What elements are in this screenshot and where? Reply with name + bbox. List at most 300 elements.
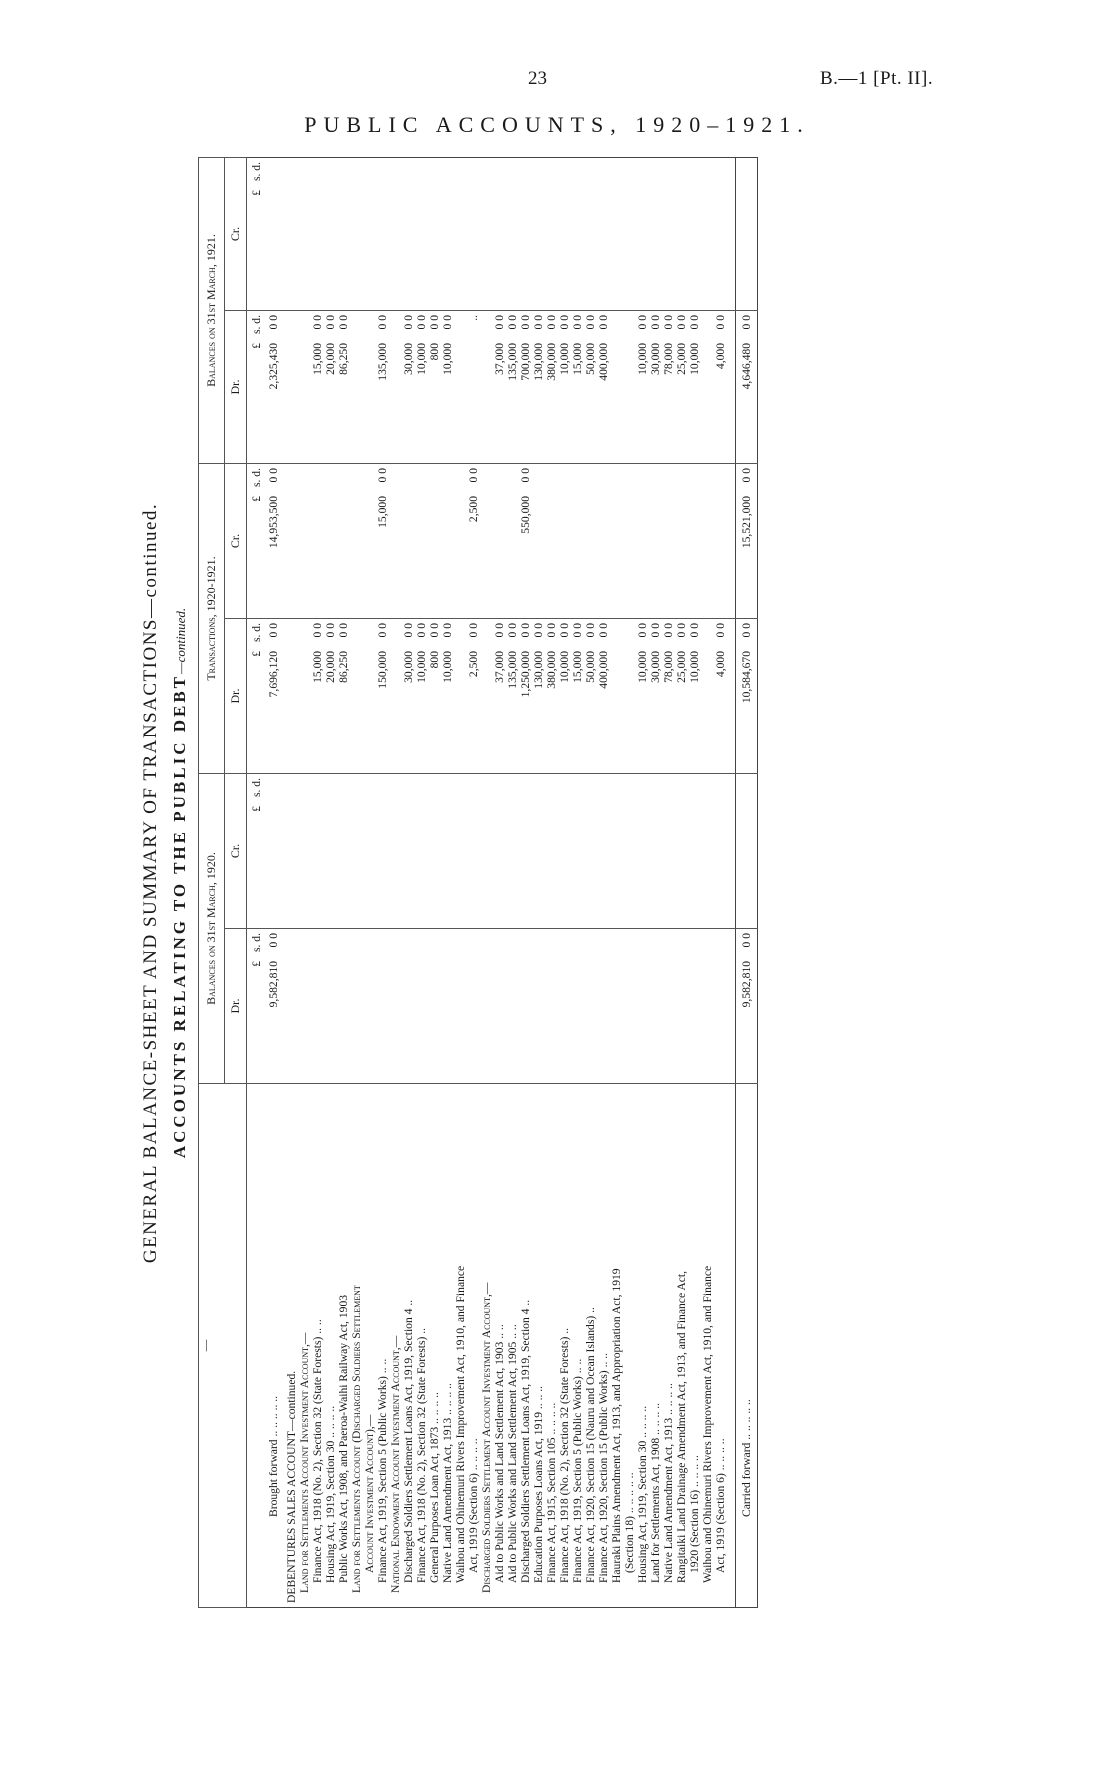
amount-cell <box>415 158 428 311</box>
row-label: Public Works Act, 1908, and Paeroa-Waihi Railway Act, 1903 <box>337 1084 350 1608</box>
amount-cell <box>285 464 298 619</box>
table-row <box>298 158 311 1608</box>
table-row <box>649 158 662 1608</box>
row-label: Waihou and Ohinemuri Rivers Improvement Act, 1910, and Finance <box>454 1084 467 1608</box>
amount-cell <box>337 158 350 311</box>
amount-cell <box>350 929 363 1084</box>
amount-cell: 2,5000 0 <box>467 464 480 619</box>
row-label: Land for Settlements Account Investment Account,— <box>298 1084 311 1608</box>
amount-cell <box>389 158 402 311</box>
table-row <box>311 158 324 1608</box>
table-row <box>662 158 675 1608</box>
row-label: Finance Act, 1919, Section 5 (Public Works) .. .. <box>571 1084 584 1608</box>
amount-cell: 135,0000 0 <box>506 311 519 464</box>
amount-cell: 15,0000 0 <box>376 464 389 619</box>
amount-cell <box>558 464 571 619</box>
amount-cell <box>480 774 493 929</box>
amount-cell <box>298 619 311 774</box>
amount-cell <box>441 929 454 1084</box>
amount-cell <box>454 774 467 929</box>
amount-cell <box>662 464 675 619</box>
amount-cell: 4,0000 0 <box>714 619 727 774</box>
amount-cell: 135,0000 0 <box>376 311 389 464</box>
row-label: Hauraki Plains Amendment Act, 1913, and Appropriation Act, 1919 <box>610 1084 623 1608</box>
amount-cell <box>714 158 727 311</box>
amount-cell: 86,2500 0 <box>337 311 350 464</box>
amount-cell <box>675 158 688 311</box>
b21-cr-header: Cr. <box>225 158 247 311</box>
table-row <box>467 158 480 1608</box>
row-label: National Endowment Account Investment Account,— <box>389 1084 402 1608</box>
table-row <box>389 158 402 1608</box>
row-label: Finance Act, 1920, Section 15 (Nauru and Ocean Islands) .. <box>584 1084 597 1608</box>
amount-cell <box>714 774 727 929</box>
amount-cell <box>402 158 415 311</box>
amount-cell <box>571 929 584 1084</box>
amount-cell: 86,2500 0 <box>337 619 350 774</box>
amount-cell <box>649 464 662 619</box>
amount-cell <box>649 158 662 311</box>
carried-forward-row: Carried forward .. .. .. .. .. 9,582,8100 0 10,584,6700 0 15,521,0000 0 4,646,4800 0 <box>736 158 758 1608</box>
amount-cell <box>285 619 298 774</box>
row-label: Finance Act, 1915, Section 105 .. .. .. .. <box>545 1084 558 1608</box>
amount-cell: 20,0000 0 <box>324 311 337 464</box>
unit-cell: £s. d. <box>247 311 264 464</box>
amount-cell <box>649 929 662 1084</box>
amount-cell <box>623 158 636 311</box>
description-header <box>199 1084 247 1608</box>
amount-cell <box>298 774 311 929</box>
amount-cell <box>545 929 558 1084</box>
row-label: Account Investment Account),— <box>363 1084 376 1608</box>
amount-cell <box>610 464 623 619</box>
amount-cell <box>623 774 636 929</box>
table-row <box>610 158 623 1608</box>
amount-cell <box>545 774 558 929</box>
amount-cell <box>688 464 701 619</box>
amount-cell <box>675 464 688 619</box>
row-label: Finance Act, 1918 (No. 2), Section 32 (State Forests) .. .. <box>311 1084 324 1608</box>
tr-cr-header: Cr. <box>225 464 247 619</box>
table-row <box>402 158 415 1608</box>
table-row <box>597 158 610 1608</box>
amount-cell <box>623 619 636 774</box>
amount-cell <box>415 464 428 619</box>
amount-cell: 8000 0 <box>428 619 441 774</box>
amount-cell: 380,0000 0 <box>545 311 558 464</box>
row-label: Native Land Amendment Act, 1913 .. .. .. .. <box>441 1084 454 1608</box>
amount-cell <box>285 774 298 929</box>
row-label: Aid to Public Works and Land Settlement Act, 1903 .. .. <box>493 1084 506 1608</box>
amount-cell <box>285 311 298 464</box>
amount-cell <box>363 464 376 619</box>
table-row <box>519 158 532 1608</box>
table-row <box>441 158 454 1608</box>
b20-cr-header: Cr. <box>225 774 247 929</box>
amount-cell <box>480 464 493 619</box>
amount-cell: 2,5000 0 <box>467 619 480 774</box>
amount-cell <box>493 464 506 619</box>
amount-cell <box>480 929 493 1084</box>
amount-cell <box>532 158 545 311</box>
amount-cell <box>454 464 467 619</box>
amount-cell <box>519 774 532 929</box>
amount-cell <box>454 929 467 1084</box>
amount-cell <box>532 464 545 619</box>
amount-cell <box>350 619 363 774</box>
amount-cell <box>519 158 532 311</box>
row-label: Discharged Soldiers Settlement Loans Act, 1919, Section 4 .. <box>402 1084 415 1608</box>
amount-cell <box>610 774 623 929</box>
row-label: DEBENTURES SALES ACCOUNT—continued. <box>285 1084 298 1608</box>
table-row <box>714 158 727 1608</box>
amount-cell <box>467 158 480 311</box>
amount-cell <box>701 158 714 311</box>
table-row <box>285 158 298 1608</box>
brought-forward-label: Brought forward .. .. .. .. .. <box>263 1084 285 1608</box>
row-label: Discharged Soldiers Settlement Loans Act, 1919, Section 4 .. <box>519 1084 532 1608</box>
amount-cell: 20,0000 0 <box>324 619 337 774</box>
amount-cell: 130,0000 0 <box>532 619 545 774</box>
amount-cell <box>363 619 376 774</box>
amount-cell <box>415 774 428 929</box>
amount-cell <box>571 464 584 619</box>
amount-cell: 37,0000 0 <box>493 619 506 774</box>
amount-cell <box>688 774 701 929</box>
amount-cell: 25,0000 0 <box>675 311 688 464</box>
unit-cell: £s. d. <box>247 774 264 929</box>
amount-cell <box>311 464 324 619</box>
table-row <box>415 158 428 1608</box>
amount-cell <box>584 929 597 1084</box>
amount-cell: 25,0000 0 <box>675 619 688 774</box>
amount-cell <box>558 929 571 1084</box>
amount-cell <box>662 774 675 929</box>
amount-cell <box>298 311 311 464</box>
table-row <box>428 158 441 1608</box>
table-row <box>636 158 649 1608</box>
amount-cell <box>610 311 623 464</box>
amount-cell <box>402 464 415 619</box>
row-label: Aid to Public Works and Land Settlement Act, 1905 .. .. <box>506 1084 519 1608</box>
amount-cell <box>454 619 467 774</box>
row-label: Housing Act, 1919, Section 30 .. .. .. .. <box>324 1084 337 1608</box>
amount-cell <box>376 774 389 929</box>
amount-cell <box>454 158 467 311</box>
table-row <box>454 158 467 1608</box>
amount-cell <box>506 158 519 311</box>
amount-cell <box>532 929 545 1084</box>
amount-cell: 30,0000 0 <box>649 311 662 464</box>
row-label: Land for Settlements Act, 1908 .. .. .. .. <box>649 1084 662 1608</box>
sheet-heading: GENERAL BALANCE-SHEET AND SUMMARY OF TRANSACTIONS—continued. <box>140 502 161 1264</box>
amount-cell: 10,0000 0 <box>441 619 454 774</box>
row-label: Education Purposes Loans Act, 1919 .. .. .. <box>532 1084 545 1608</box>
row-label: Housing Act, 1919, Section 30 .. .. .. .. <box>636 1084 649 1608</box>
amount-cell <box>389 464 402 619</box>
transactions-header: Transactions, 1920-1921. <box>199 464 225 774</box>
amount-cell <box>597 158 610 311</box>
amount-cell <box>558 774 571 929</box>
amount-cell: 135,0000 0 <box>506 619 519 774</box>
amount-cell <box>623 464 636 619</box>
unit-cell: £s. d. <box>247 929 264 1084</box>
balances-1920-header: Balances on 31st March, 1920. <box>199 774 225 1084</box>
amount-cell: 10,0000 0 <box>688 619 701 774</box>
table-row <box>493 158 506 1608</box>
amount-cell <box>441 774 454 929</box>
amount-cell <box>441 464 454 619</box>
amount-cell: 550,0000 0 <box>519 464 532 619</box>
amount-cell <box>636 774 649 929</box>
amount-cell <box>649 774 662 929</box>
amount-cell <box>324 158 337 311</box>
amount-cell <box>701 619 714 774</box>
amount-cell <box>610 929 623 1084</box>
amount-cell <box>675 929 688 1084</box>
amount-cell <box>701 311 714 464</box>
row-label: Act, 1919 (Section 6) .. .. .. .. <box>467 1084 480 1608</box>
amount-cell <box>389 619 402 774</box>
amount-cell <box>506 929 519 1084</box>
sheet-subheading <box>170 158 190 1608</box>
amount-cell <box>714 929 727 1084</box>
amount-cell <box>688 929 701 1084</box>
amount-cell <box>324 464 337 619</box>
table-row <box>363 158 376 1608</box>
row-label: Finance Act, 1919, Section 5 (Public Works) .. .. <box>376 1084 389 1608</box>
amount-cell <box>350 774 363 929</box>
amount-cell: 30,0000 0 <box>649 619 662 774</box>
amount-cell <box>337 464 350 619</box>
table-row <box>688 158 701 1608</box>
amount-cell <box>597 929 610 1084</box>
row-label: Discharged Soldiers Settlement Account Investment Account,— <box>480 1084 493 1608</box>
amount-cell: 10,0000 0 <box>636 311 649 464</box>
row-label: Native Land Amendment Act, 1913 .. .. .. .. <box>662 1084 675 1608</box>
amount-cell <box>298 464 311 619</box>
amount-cell: 15,0000 0 <box>311 311 324 464</box>
amount-cell <box>337 929 350 1084</box>
amount-cell <box>532 774 545 929</box>
amount-cell <box>597 464 610 619</box>
amount-cell <box>545 464 558 619</box>
table-row <box>337 158 350 1608</box>
amount-cell: 10,0000 0 <box>688 311 701 464</box>
unit-row <box>247 158 264 1608</box>
amount-cell <box>311 158 324 311</box>
amount-cell <box>636 158 649 311</box>
amount-cell <box>350 464 363 619</box>
table-body <box>247 158 758 1608</box>
amount-cell <box>311 929 324 1084</box>
amount-cell <box>337 774 350 929</box>
sheet-subheading-text: ACCOUNTS RELATING TO THE PUBLIC DEBT <box>170 673 189 1159</box>
amount-cell <box>376 158 389 311</box>
amount-cell: 10,0000 0 <box>558 311 571 464</box>
amount-cell: 8000 0 <box>428 311 441 464</box>
amount-cell <box>402 774 415 929</box>
amount-cell <box>376 929 389 1084</box>
amount-cell <box>324 774 337 929</box>
amount-cell <box>428 464 441 619</box>
row-label: General Purposes Loan Act, 1873 .. .. .. .. <box>428 1084 441 1608</box>
amount-cell <box>402 929 415 1084</box>
amount-cell <box>571 774 584 929</box>
table-row <box>350 158 363 1608</box>
amount-cell <box>623 929 636 1084</box>
table-row <box>376 158 389 1608</box>
amount-cell <box>493 158 506 311</box>
amount-cell <box>350 311 363 464</box>
amount-cell: 10,0000 0 <box>558 619 571 774</box>
table-row <box>324 158 337 1608</box>
table-row <box>584 158 597 1608</box>
row-label: Finance Act, 1918 (No. 2), Section 32 (State Forests) .. <box>415 1084 428 1608</box>
row-label: 1920 (Section 16) .. .. .. .. <box>688 1084 701 1608</box>
amount-cell <box>428 929 441 1084</box>
table-row <box>506 158 519 1608</box>
table-row <box>571 158 584 1608</box>
table-row <box>480 158 493 1608</box>
amount-cell <box>467 929 480 1084</box>
amount-cell <box>519 929 532 1084</box>
amount-cell <box>610 619 623 774</box>
accounts-table <box>198 157 758 1608</box>
amount-cell <box>363 774 376 929</box>
amount-cell <box>675 774 688 929</box>
row-label: Waihou and Ohinemuri Rivers Improvement Act, 1910, and Finance <box>701 1084 714 1608</box>
amount-cell <box>441 158 454 311</box>
amount-cell <box>701 929 714 1084</box>
amount-cell <box>428 158 441 311</box>
row-label: Finance Act, 1920, Section 15 (Public Works) .. .. <box>597 1084 610 1608</box>
amount-cell <box>480 158 493 311</box>
table-row <box>545 158 558 1608</box>
amount-cell: 78,0000 0 <box>662 619 675 774</box>
row-label: Land for Settlements Account (Discharged Soldiers Settlement <box>350 1084 363 1608</box>
row-label: Act, 1919 (Section 6) .. .. .. .. <box>714 1084 727 1608</box>
sheet-subheading-suffix: —continued. <box>173 607 188 674</box>
table-row <box>675 158 688 1608</box>
amount-cell: 50,0000 0 <box>584 619 597 774</box>
amount-cell <box>493 929 506 1084</box>
amount-cell <box>636 929 649 1084</box>
amount-cell <box>363 929 376 1084</box>
amount-cell <box>662 158 675 311</box>
document-code: B.—1 [Pt. II]. <box>820 68 934 89</box>
amount-cell <box>493 774 506 929</box>
amount-cell: 4,0000 0 <box>714 311 727 464</box>
amount-cell <box>714 464 727 619</box>
amount-cell <box>480 311 493 464</box>
amount-cell <box>623 311 636 464</box>
b20-dr-header: Dr. <box>225 929 247 1084</box>
amount-cell <box>558 158 571 311</box>
page-title: PUBLIC ACCOUNTS, 1920–1921. <box>304 112 810 137</box>
amount-cell: 15,0000 0 <box>571 619 584 774</box>
amount-cell: 15,0000 0 <box>311 619 324 774</box>
amount-cell: 37,0000 0 <box>493 311 506 464</box>
amount-cell: 130,0000 0 <box>532 311 545 464</box>
amount-cell <box>597 774 610 929</box>
amount-cell <box>389 311 402 464</box>
amount-cell: 1,250,0000 0 <box>519 619 532 774</box>
table-row <box>558 158 571 1608</box>
balances-1921-header: Balances on 31st March, 1921. <box>199 158 225 464</box>
amount-cell: 150,0000 0 <box>376 619 389 774</box>
amount-cell: 10,0000 0 <box>441 311 454 464</box>
amount-cell: 10,0000 0 <box>636 619 649 774</box>
row-label: (Section 18) .. .. .. .. .. <box>623 1084 636 1608</box>
amount-cell <box>311 774 324 929</box>
b21-dr-header: Dr. <box>225 311 247 464</box>
amount-cell <box>415 929 428 1084</box>
amount-cell <box>298 158 311 311</box>
amount-cell: 50,0000 0 <box>584 311 597 464</box>
amount-cell <box>610 158 623 311</box>
amount-cell: 78,0000 0 <box>662 311 675 464</box>
amount-cell <box>454 311 467 464</box>
amount-cell <box>298 929 311 1084</box>
amount-cell: 10,0000 0 <box>415 311 428 464</box>
description-header-dash: — <box>199 1339 212 1352</box>
amount-cell <box>480 619 493 774</box>
amount-cell: .. <box>467 311 480 464</box>
amount-cell <box>688 158 701 311</box>
table-row <box>623 158 636 1608</box>
amount-cell <box>584 774 597 929</box>
amount-cell <box>428 774 441 929</box>
table-row <box>701 158 714 1608</box>
amount-cell <box>584 158 597 311</box>
amount-cell: 10,0000 0 <box>415 619 428 774</box>
page-number: 23 <box>528 68 547 89</box>
amount-cell <box>363 158 376 311</box>
amount-cell <box>285 929 298 1084</box>
amount-cell <box>389 774 402 929</box>
amount-cell <box>545 158 558 311</box>
amount-cell: 15,0000 0 <box>571 311 584 464</box>
amount-cell: 30,0000 0 <box>402 619 415 774</box>
amount-cell <box>662 929 675 1084</box>
amount-cell <box>701 774 714 929</box>
amount-cell <box>285 158 298 311</box>
amount-cell: 30,0000 0 <box>402 311 415 464</box>
row-label: Rangitaiki Land Drainage Amendment Act, 1913, and Finance Act, <box>675 1084 688 1608</box>
amount-cell <box>701 464 714 619</box>
rotated-table-area <box>140 158 985 1608</box>
amount-cell <box>363 311 376 464</box>
carried-forward-label: Carried forward .. .. .. .. .. <box>736 1084 758 1608</box>
row-label: Finance Act, 1918 (No. 2), Section 32 (State Forests) .. <box>558 1084 571 1608</box>
brought-forward-row: Brought forward .. .. .. .. .. 9,582,8100 0 7,696,1200 0 14,953,5000 0 2,325,4300 0 <box>263 158 285 1608</box>
amount-cell <box>350 158 363 311</box>
unit-cell: £s. d. <box>247 464 264 619</box>
amount-cell: 380,0000 0 <box>545 619 558 774</box>
amount-cell <box>506 464 519 619</box>
amount-cell <box>584 464 597 619</box>
unit-cell: £s. d. <box>250 162 263 196</box>
table-row <box>532 158 545 1608</box>
amount-cell <box>467 774 480 929</box>
amount-cell <box>636 464 649 619</box>
amount-cell <box>324 929 337 1084</box>
unit-cell: £s. d. <box>247 619 264 774</box>
tr-dr-header: Dr. <box>225 619 247 774</box>
amount-cell <box>506 774 519 929</box>
amount-cell <box>571 158 584 311</box>
